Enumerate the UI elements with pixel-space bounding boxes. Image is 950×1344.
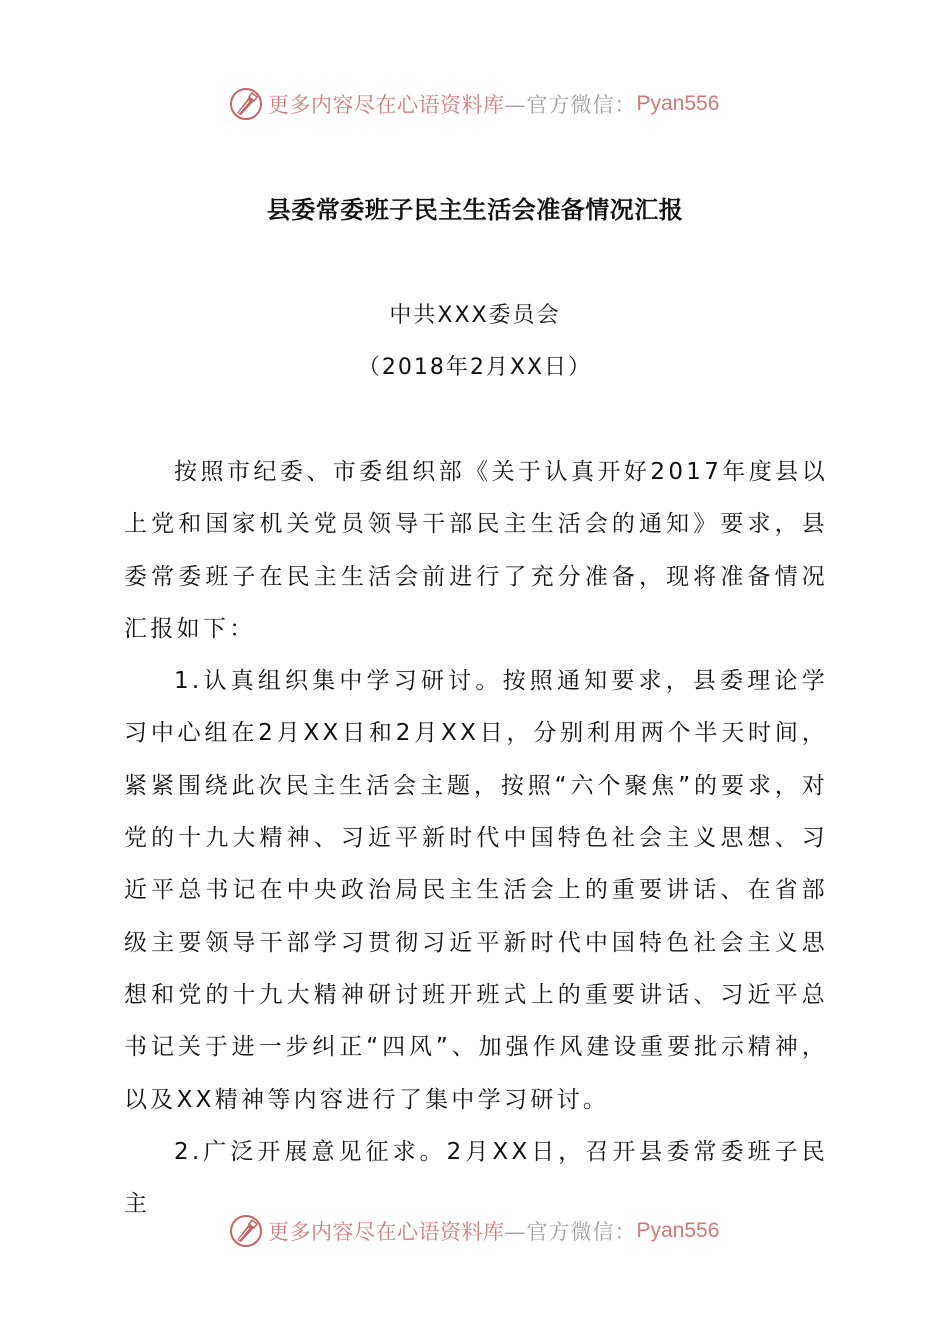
watermark-contact-label: —官方微信： <box>504 1220 637 1244</box>
paragraph: 1.认真组织集中学习研讨。按照通知要求，县委理论学习中心组在2月XX日和2月XX日，分别利用两个半天时间，紧紧围绕此次民主生活会主题，按照“六个聚焦”的要求，对党的十九大精神、习近平新时代中国特色社会主义思想、习近平总书记在中央政治局民主生活会上的重要讲话、在省部级主要领导干部学习贯彻习近平新时代中国特色社会主义思想和党的十九大精神研讨班开班式上的重要讲话、习近平总书记关于进一步纠正“四风”、加强作风建设重要批示精神，以及XX精神等内容进行了集中学习研讨。 <box>124 668 828 1113</box>
watermark-contact-label: —官方微信： <box>504 93 637 117</box>
pen-nib-logo-icon <box>228 86 264 122</box>
pen-nib-logo-icon <box>228 1213 264 1249</box>
document-date: （2018年2月XX日） <box>357 355 593 380</box>
watermark-banner-bottom <box>228 1211 719 1251</box>
document-body <box>124 446 828 1218</box>
watermark-text: 更多内容尽在心语资料库 <box>268 1220 505 1244</box>
watermark-wechat-id: Pyan556 <box>636 92 720 115</box>
paragraph: 按照市纪委、市委组织部《关于认真开好2017年度县以上党和国家机关党员领导干部民主生活会的通知》要求，县委常委班子在民主生活会前进行了充分准备，现将准备情况汇报如下： <box>124 459 828 642</box>
document-author: 中共XXX委员会 <box>389 303 561 328</box>
watermark-wechat-id: Pyan556 <box>636 1219 720 1242</box>
paragraph: 2.广泛开展意见征求。2月XX日，召开县委常委班子民主 <box>124 1138 828 1218</box>
document-title: 县委常委班子民主生活会准备情况汇报 <box>266 195 684 224</box>
watermark-text: 更多内容尽在心语资料库 <box>268 93 505 117</box>
watermark-banner-top <box>228 84 719 124</box>
